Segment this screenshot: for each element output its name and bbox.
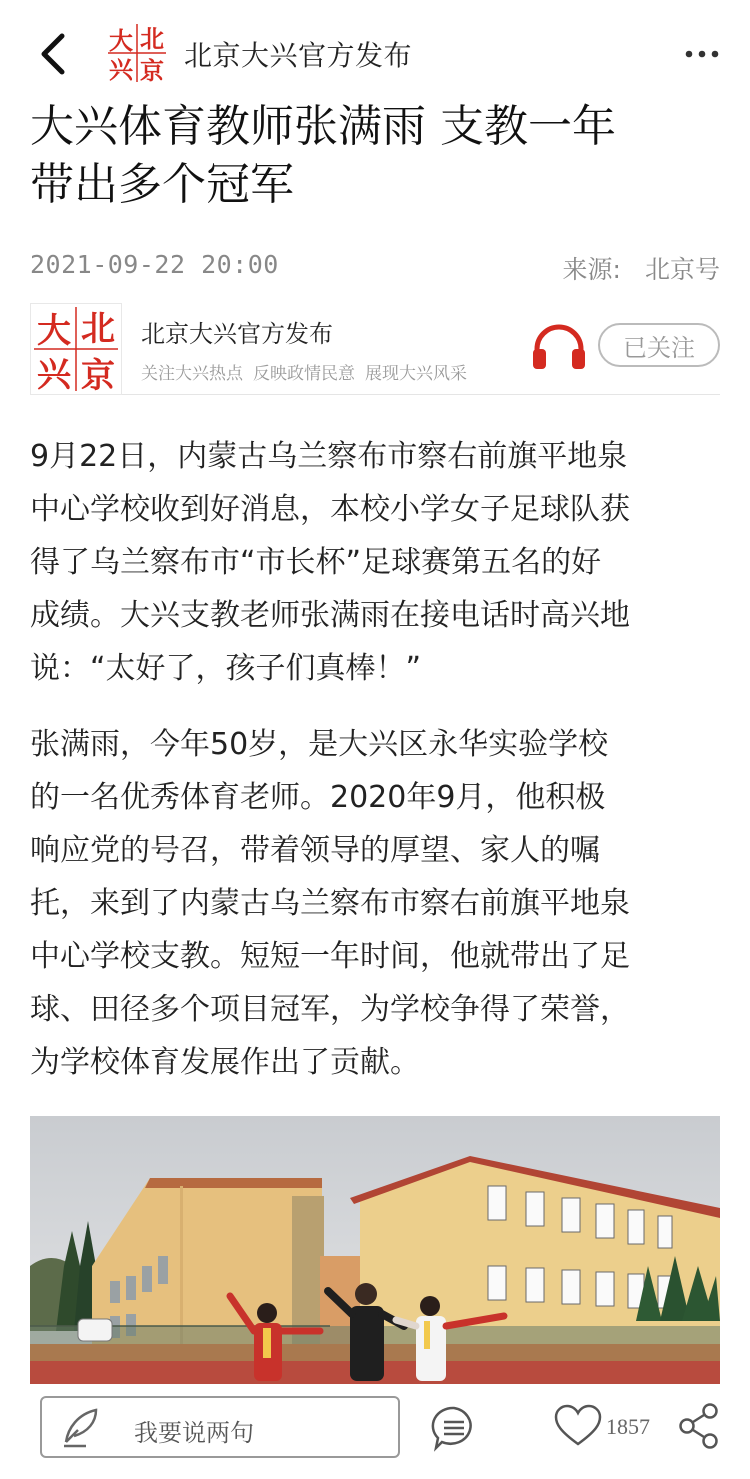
paragraph-line: 的一名优秀体育老师。2020年9月，他积极 xyxy=(30,780,606,815)
paragraph-line: 成绩。大兴支教老师张满雨在接电话时高兴地 xyxy=(30,598,630,633)
account-title[interactable]: 北京大兴官方发布 xyxy=(184,39,413,72)
logo-glyph: 兴 xyxy=(109,56,133,84)
paragraph-line: 得了乌兰察布市“市长杯”足球赛第五名的好 xyxy=(30,545,602,580)
logo-glyph: 京 xyxy=(81,356,115,395)
account-slogan xyxy=(141,359,467,384)
article-paragraph xyxy=(30,718,720,1089)
logo-glyph: 京 xyxy=(140,57,164,84)
article-title xyxy=(30,98,720,214)
slogan-part: 关注大兴热点 xyxy=(141,364,243,384)
logo-glyph: 大 xyxy=(109,27,133,55)
paragraph-line: 中心学校支教。短短一年时间，他就带出了足 xyxy=(30,939,630,974)
account-avatar[interactable] xyxy=(30,303,122,395)
slogan-part: 反映政情民意 xyxy=(253,364,355,384)
like-count: 1857 xyxy=(606,1414,650,1439)
paragraph-line: 张满雨，今年50岁，是大兴区永华实验学校 xyxy=(30,727,609,762)
logo-glyph: 大 xyxy=(37,311,71,351)
logo-glyph: 北 xyxy=(81,309,115,349)
paragraph-line: 响应党的号召，带着领导的厚望、家人的嘱 xyxy=(30,833,600,868)
bottom-bar xyxy=(0,1384,750,1479)
article-paragraph xyxy=(30,430,720,695)
publish-date: 2021-09-22 20:00 xyxy=(30,250,279,279)
source-name[interactable]: 北京号 xyxy=(644,255,720,284)
headphones-icon[interactable] xyxy=(530,321,588,371)
top-bar xyxy=(0,0,750,100)
paragraph-line: 中心学校收到好消息，本校小学女子足球队获 xyxy=(30,492,630,527)
article-photo[interactable] xyxy=(30,1116,720,1384)
heart-icon[interactable] xyxy=(554,1404,602,1448)
follow-button[interactable]: 已关注 xyxy=(598,323,720,367)
logo-glyph: 北 xyxy=(140,25,164,53)
paragraph-line: 说：“太好了，孩子们真棒！” xyxy=(30,651,422,686)
source-label: 来源: xyxy=(562,255,621,284)
comment-placeholder: 我要说两句 xyxy=(134,1419,254,1447)
paragraph-line: 9月22日，内蒙古乌兰察布市察右前旗平地泉 xyxy=(30,439,628,474)
article-title-line: 大兴体育教师张满雨 支教一年 xyxy=(30,101,616,152)
paragraph-line: 球、田径多个项目冠军，为学校争得了荣誉， xyxy=(30,992,630,1027)
paragraph-line: 为学校体育发展作出了贡献。 xyxy=(30,1045,420,1080)
article-title-line: 带出多个冠军 xyxy=(30,159,294,210)
article-source xyxy=(563,250,720,286)
account-name[interactable]: 北京大兴官方发布 xyxy=(141,320,333,348)
logo-glyph: 兴 xyxy=(37,355,71,395)
account-card xyxy=(30,303,720,395)
paragraph-line: 托，来到了内蒙古乌兰察布市察右前旗平地泉 xyxy=(30,886,630,921)
pen-icon xyxy=(56,1404,106,1452)
share-icon[interactable] xyxy=(678,1402,720,1450)
more-dots-icon[interactable] xyxy=(684,40,720,68)
slogan-part: 展现大兴风采 xyxy=(365,364,467,384)
comments-icon[interactable] xyxy=(430,1404,478,1452)
brand-logo xyxy=(106,22,168,84)
back-arrow-icon[interactable] xyxy=(34,30,74,78)
comment-input[interactable] xyxy=(40,1396,400,1458)
